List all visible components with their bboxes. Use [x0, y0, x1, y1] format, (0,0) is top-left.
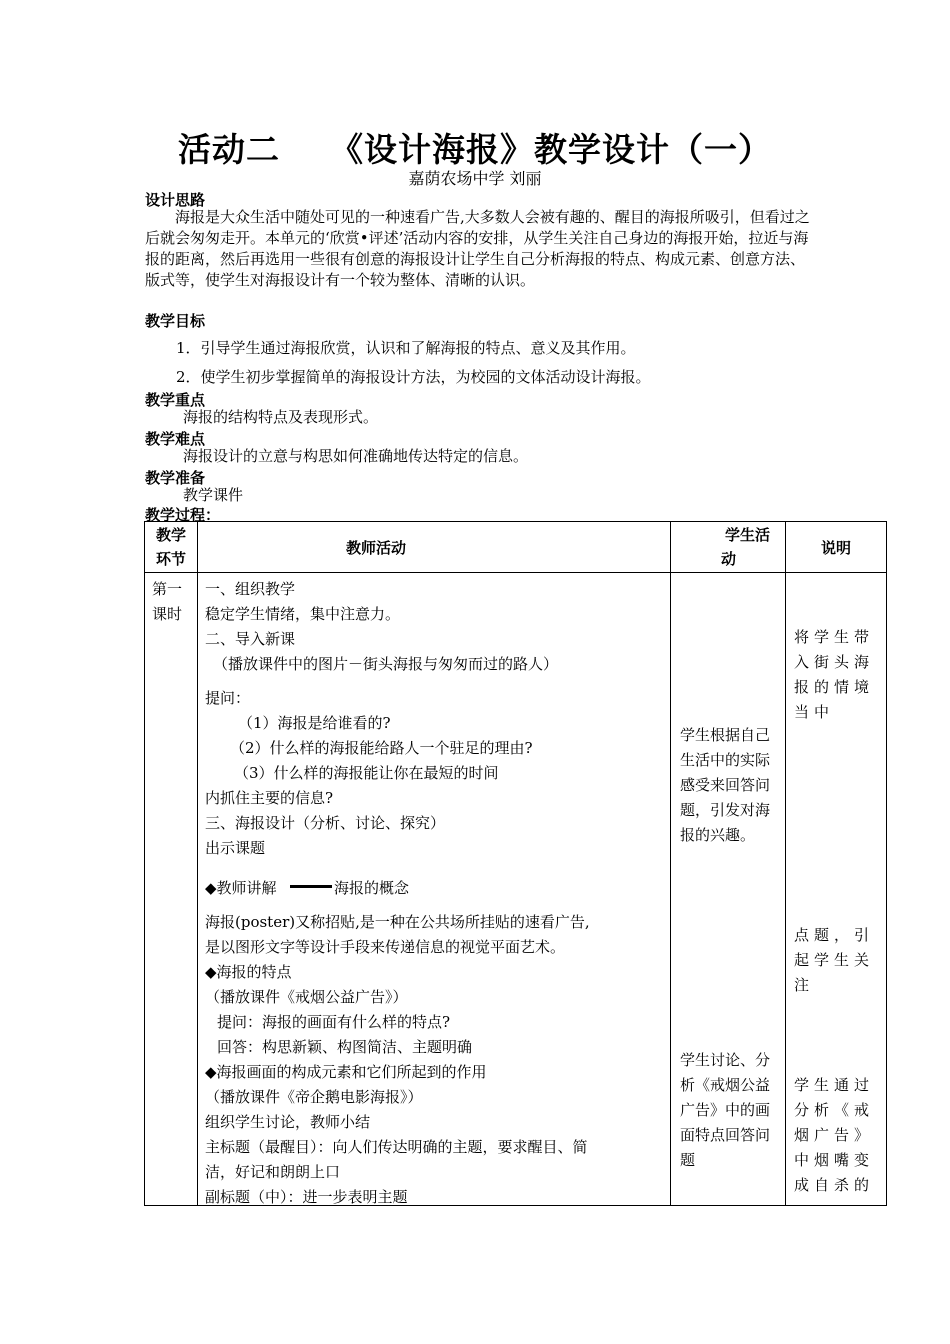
teacher-line: 回答：构思新颖、构图简洁、主题明确	[217, 1038, 473, 1056]
stage-line2: 课时	[152, 605, 183, 623]
header-stage-line2: 环节	[155, 550, 186, 568]
header-student-line1: 学生活	[725, 526, 771, 544]
teacher-line: （3）什么样的海报能让你在最短的时间	[234, 764, 499, 782]
teacher-line: 提问：海报的画面有什么样的特点?	[217, 1013, 451, 1031]
explanation: 学生通过分析《戒烟广告》中烟嘴变成自杀的	[794, 1076, 875, 1194]
teacher-line: 内抓住主要的信息?	[205, 789, 334, 807]
teacher-line: ◆海报的特点	[205, 963, 292, 981]
teacher-cell	[198, 573, 671, 1206]
difficulty-text: 海报设计的立意与构思如何准确地传达特定的信息。	[183, 447, 529, 465]
stage-line1: 第一	[152, 580, 183, 598]
key-point-text: 海报的结构特点及表现形式。	[183, 408, 379, 426]
header-stage-line1: 教学	[155, 526, 186, 544]
header-stage	[145, 522, 198, 573]
teacher-line: 稳定学生情绪，集中注意力。	[205, 605, 401, 623]
teacher-line: ◆教师讲解	[205, 879, 277, 897]
preparation-text: 教学课件	[183, 486, 244, 504]
teacher-line: 二、导入新课	[205, 630, 296, 648]
teacher-line: 三、海报设计（分析、讨论、探究）	[205, 814, 446, 832]
header-student	[671, 522, 786, 573]
explanation: 点题，引起学生关注	[794, 926, 875, 994]
header-note-label: 说明	[820, 538, 851, 557]
goal-item-1: 1．引导学生通过海报欣赏，认识和了解海报的特点、意义及其作用。	[176, 339, 636, 357]
note-cell	[786, 573, 887, 1206]
goal-item-2: 2．使学生初步掌握简单的海报设计方法，为校园的文体活动设计海报。	[176, 368, 651, 386]
design-idea-text: 海报是大众生活中随处可见的一种速看广告,大多数人会被有趣的、醒目的海报所吸引，但看过之后就会匆匆走开。本单元的‘欣赏•评述’活动内容的安排，从学生关注自己身边的海报开始，拉近与海报的距离，然后再选用一些很有创意的海报设计让学生自己分析海报的特点、构成元素、创意方法、版式等，使学生对海报设计有一个较为整体、清晰的认识。	[145, 208, 810, 289]
teacher-line: 出示课题	[205, 839, 266, 857]
teacher-line: （2）什么样的海报能给路人一个驻足的理由?	[230, 739, 533, 757]
teacher-line: （1）海报是给谁看的?	[238, 714, 391, 732]
dash-rule	[290, 885, 332, 888]
heading-preparation: 教学准备	[145, 469, 206, 487]
teacher-line: 提问：	[205, 689, 251, 707]
teacher-line: （播放课件中的图片－街头海报与匆匆而过的路人）	[213, 655, 559, 673]
header-teacher-label: 教师活动	[346, 538, 407, 557]
heading-goals: 教学目标	[145, 312, 206, 330]
header-student-line2: 动	[721, 550, 737, 568]
page-title: 活动二 《设计海报》教学设计（一）	[178, 130, 772, 169]
heading-process: 教学过程：	[145, 506, 221, 524]
teacher-line: 海报的概念	[334, 879, 410, 897]
teacher-line: 洁，好记和朗朗上口	[205, 1163, 341, 1181]
explanation: 将学生带入街头海报的情境当中	[794, 628, 875, 721]
header-note	[786, 522, 887, 573]
teacher-line: 是以图形文字等设计手段来传递信息的视觉平面艺术。	[205, 938, 566, 956]
teacher-line: 副标题（中）：进一步表明主题	[205, 1188, 408, 1206]
teacher-line: （播放课件《帝企鹅电影海报》）	[205, 1088, 423, 1106]
heading-key-point: 教学重点	[145, 391, 206, 409]
stage-cell	[145, 573, 198, 1206]
teacher-line: 主标题（最醒目）：向人们传达明确的主题，要求醒目、简	[205, 1138, 588, 1156]
teaching-process-table	[144, 521, 887, 1206]
teacher-line: 组织学生讨论，教师小结	[205, 1113, 371, 1131]
teacher-line: ◆海报画面的构成元素和它们所起到的作用	[205, 1063, 487, 1081]
student-note: 学生讨论、分析《戒烟公益广告》中的画面特点回答问题	[680, 1051, 771, 1169]
table-header-row	[145, 522, 887, 573]
teacher-line: 海报(poster)又称招贴,是一种在公共场所挂贴的速看广告,	[205, 913, 590, 931]
heading-difficulty: 教学难点	[145, 430, 206, 448]
teacher-line: （播放课件《戒烟公益广告》）	[205, 988, 408, 1006]
heading-design-idea: 设计思路	[145, 191, 206, 209]
student-note: 学生根据自己生活中的实际感受来回答问题，引发对海报的兴趣。	[680, 726, 771, 844]
teacher-line: 一、组织教学	[205, 580, 296, 598]
table-row	[145, 573, 887, 1206]
author-line: 嘉荫农场中学 刘丽	[408, 169, 542, 188]
header-teacher	[198, 522, 671, 573]
student-cell	[671, 573, 786, 1206]
